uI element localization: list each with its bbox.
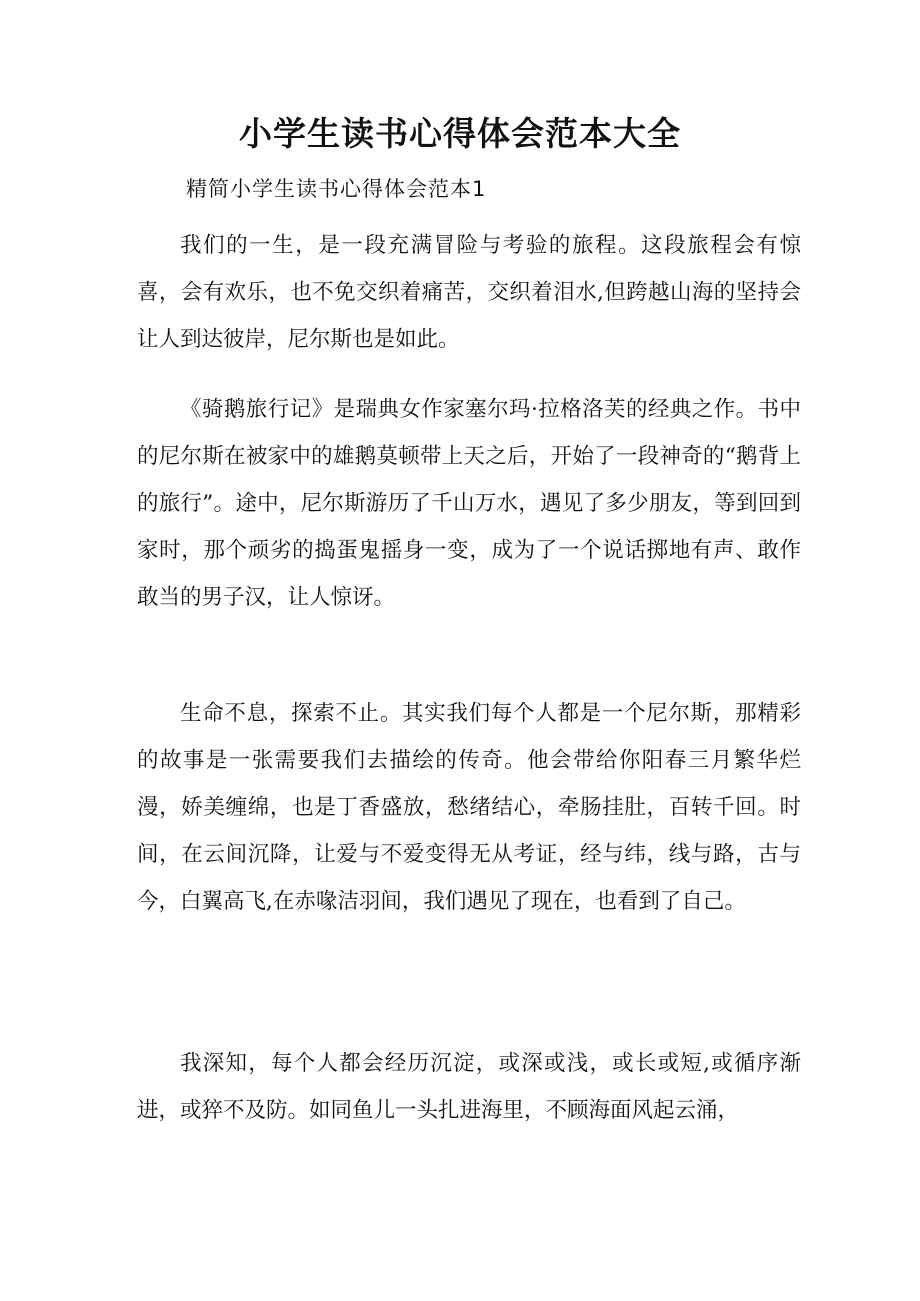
paragraph-2: 《骑鹅旅行记》是瑞典女作家塞尔玛·拉格洛芙的经典之作。书中的尼尔斯在被家中的雄鹅莫顿带上天之后，开始了一段神奇的“鹅背上的旅行”。途中，尼尔斯游历了千山万水，遇见了多少朋友，等到回到家时，那个顽劣的捣蛋鬼摇身一变，成为了一个说话掷地有声、敢作敢当的男子汉，让人惊讶。 [137,397,801,610]
paragraph-3: 生命不息，探索不止。其实我们每个人都是一个尼尔斯，那精彩的故事是一张需要我们去描绘的传奇。他会带给你阳春三月繁华烂漫，娇美缠绵，也是丁香盛放，愁绪结心，牵肠挂肚，百转千回。时间，在云间沉降，让爱与不爱变得无从考证，经与纬，线与路，古与今，白翼高飞,在赤喙洁羽间，我们遇见了现在，也看到了自己。 [137,701,801,914]
paragraph-1: 我们的一生，是一段充满冒险与考验的旅程。这段旅程会有惊喜，会有欢乐，也不免交织着痛苦，交织着泪水,但跨越山海的坚持会让人到达彼岸，尼尔斯也是如此。 [137,233,801,352]
section-heading: 精简小学生读书心得体会范本1 [186,177,487,201]
document-title: 小学生读书心得体会范本大全 [239,114,681,153]
paragraph-4: 我深知，每个人都会经历沉淀，或深或浅，或长或短,或循序渐进，或猝不及防。如同鱼儿一头扎进海里，不顾海面风起云涌， [137,1051,801,1123]
